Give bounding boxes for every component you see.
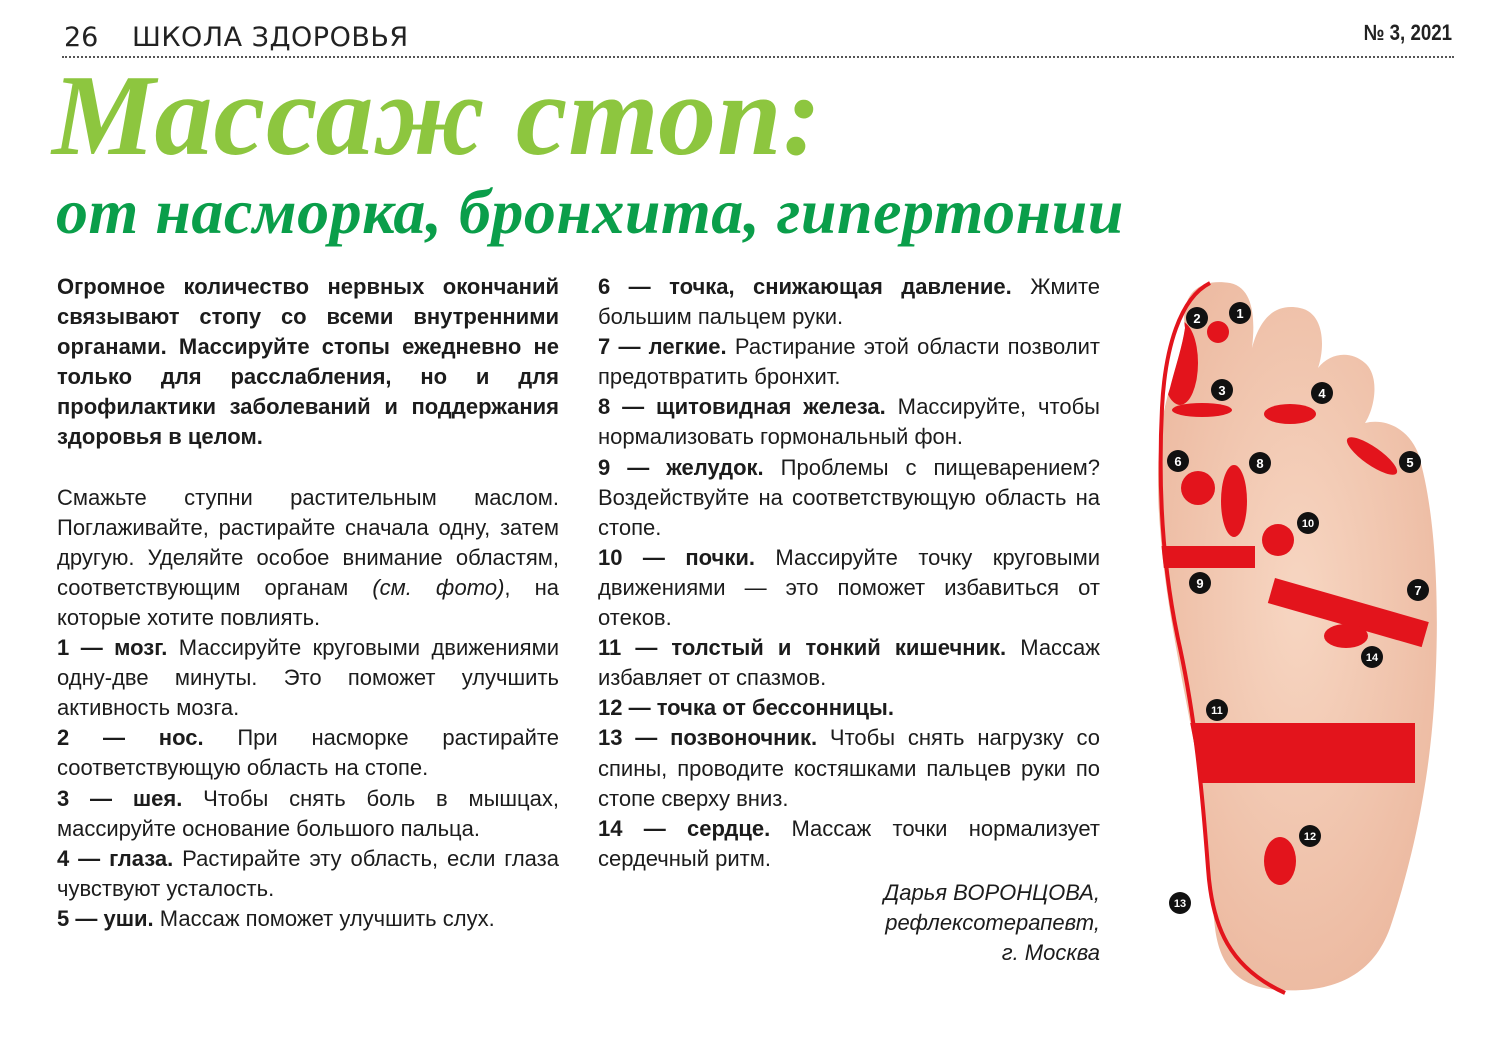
svg-text:1: 1 xyxy=(1236,306,1244,321)
marker-1 xyxy=(1229,302,1251,324)
author-name: Дарья ВОРОНЦОВА, xyxy=(883,879,1100,905)
svg-text:9: 9 xyxy=(1196,576,1204,591)
marker-10 xyxy=(1297,512,1319,534)
lead-paragraph: Огромное количество нервных окончаний связывают стопу со всеми внутренними органами. Массируйте стопы ежедневно не только для расслабления, но и для профилактики заболеваний и поддержания здоровья в целом. xyxy=(57,274,559,450)
marker-2 xyxy=(1186,307,1208,329)
zone-brain xyxy=(1207,321,1229,343)
text-column-left xyxy=(57,272,559,934)
list-item: 12 — точка от бессонницы. xyxy=(598,695,894,721)
page-number: 26 xyxy=(64,22,99,53)
list-item: 11 — толстый и тонкий кишечник. Массаж избавляет от спазмов. xyxy=(598,635,1101,691)
list-item: 3 — шея. Чтобы снять боль в мышцах, массируйте основание большого пальца. xyxy=(57,785,560,841)
marker-8 xyxy=(1249,452,1271,474)
marker-13 xyxy=(1169,892,1191,914)
marker-12 xyxy=(1299,825,1321,847)
list-item: 2 — нос. При насморке растирайте соответствующую область на стопе. xyxy=(57,725,559,781)
list-item: 4 — глаза. Растирайте эту область, если глаза чувствуют усталость. xyxy=(57,845,559,901)
text-column-right xyxy=(598,272,1100,968)
svg-text:7: 7 xyxy=(1414,583,1422,598)
photo-reference: (см. фото) xyxy=(372,574,505,600)
svg-text:12: 12 xyxy=(1303,831,1317,843)
author-role: рефлексотерапевт, xyxy=(885,909,1100,935)
zone-heart xyxy=(1324,624,1368,648)
svg-text:10: 10 xyxy=(1301,518,1315,530)
article-subtitle: от насморка, бронхита, гипертонии xyxy=(56,176,1124,247)
svg-text:5: 5 xyxy=(1406,455,1414,470)
section-name: ШКОЛА ЗДОРОВЬЯ xyxy=(132,22,409,53)
list-item: 1 — мозг. Массируйте круговыми движениями одну-две минуты. Это поможет улучшить активность мозга. xyxy=(57,635,559,721)
list-item: 7 — легкие. Растирание этой области позволит предотвратить бронхит. xyxy=(598,334,1100,390)
list-item: 6 — точка, снижающая давление. Жмите большим пальцем руки. xyxy=(598,274,1101,330)
zone-kidneys xyxy=(1262,524,1294,556)
svg-text:11: 11 xyxy=(1211,705,1223,717)
svg-text:13: 13 xyxy=(1173,898,1187,910)
svg-text:6: 6 xyxy=(1174,454,1182,469)
list-item: 14 — сердце. Массаж точки нормализует сердечный ритм. xyxy=(598,815,1100,871)
zone-intestines xyxy=(1180,723,1415,783)
marker-9 xyxy=(1189,572,1211,594)
zone-pressure-point xyxy=(1181,471,1215,505)
svg-text:8: 8 xyxy=(1256,456,1264,471)
svg-text:4: 4 xyxy=(1318,386,1326,401)
marker-7 xyxy=(1407,579,1429,601)
zone-thyroid xyxy=(1221,465,1247,537)
svg-text:3: 3 xyxy=(1218,383,1226,398)
list-item: 5 — уши. Массаж поможет улучшить слух. xyxy=(57,905,495,931)
zone-neck xyxy=(1172,403,1232,417)
intro-paragraph: Смажьте ступни растительным маслом. Поглаживайте, растирайте сначала одну, затем другую. Уделяйте особое внимание областям, соответствующим органам (см. фото), на которые хотите повлиять. xyxy=(57,484,559,630)
list-item: 10 — почки. Массируйте точку круговыми движениями — это поможет избавиться от отеков. xyxy=(598,544,1101,631)
svg-text:14: 14 xyxy=(1365,652,1379,664)
author-city: г. Москва xyxy=(1001,940,1100,966)
marker-6 xyxy=(1167,450,1189,472)
foot-reflexology-map xyxy=(1140,268,1470,998)
marker-11 xyxy=(1206,699,1228,721)
marker-5 xyxy=(1399,451,1421,473)
article-title: Массаж стоп: xyxy=(52,52,823,180)
marker-3 xyxy=(1211,379,1233,401)
zone-stomach xyxy=(1160,546,1255,568)
list-item: 13 — позвоночник. Чтобы снять нагрузку со спины, проводите костяшками пальцев руки по стопе сверху вниз. xyxy=(598,725,1100,811)
list-item: 8 — щитовидная железа. Массируйте, чтобы нормализовать гормональный фон. xyxy=(598,394,1100,450)
zone-eyes xyxy=(1264,404,1316,424)
list-item: 9 — желудок. Проблемы с пищеварением? Воздействуйте на соответствующую область на стопе. xyxy=(598,454,1100,540)
zone-insomnia-point xyxy=(1264,837,1296,885)
issue-number: № 3, 2021 xyxy=(1363,20,1452,45)
marker-14 xyxy=(1361,646,1383,668)
svg-text:2: 2 xyxy=(1193,311,1201,326)
author-signature xyxy=(598,878,1100,968)
marker-4 xyxy=(1311,382,1333,404)
